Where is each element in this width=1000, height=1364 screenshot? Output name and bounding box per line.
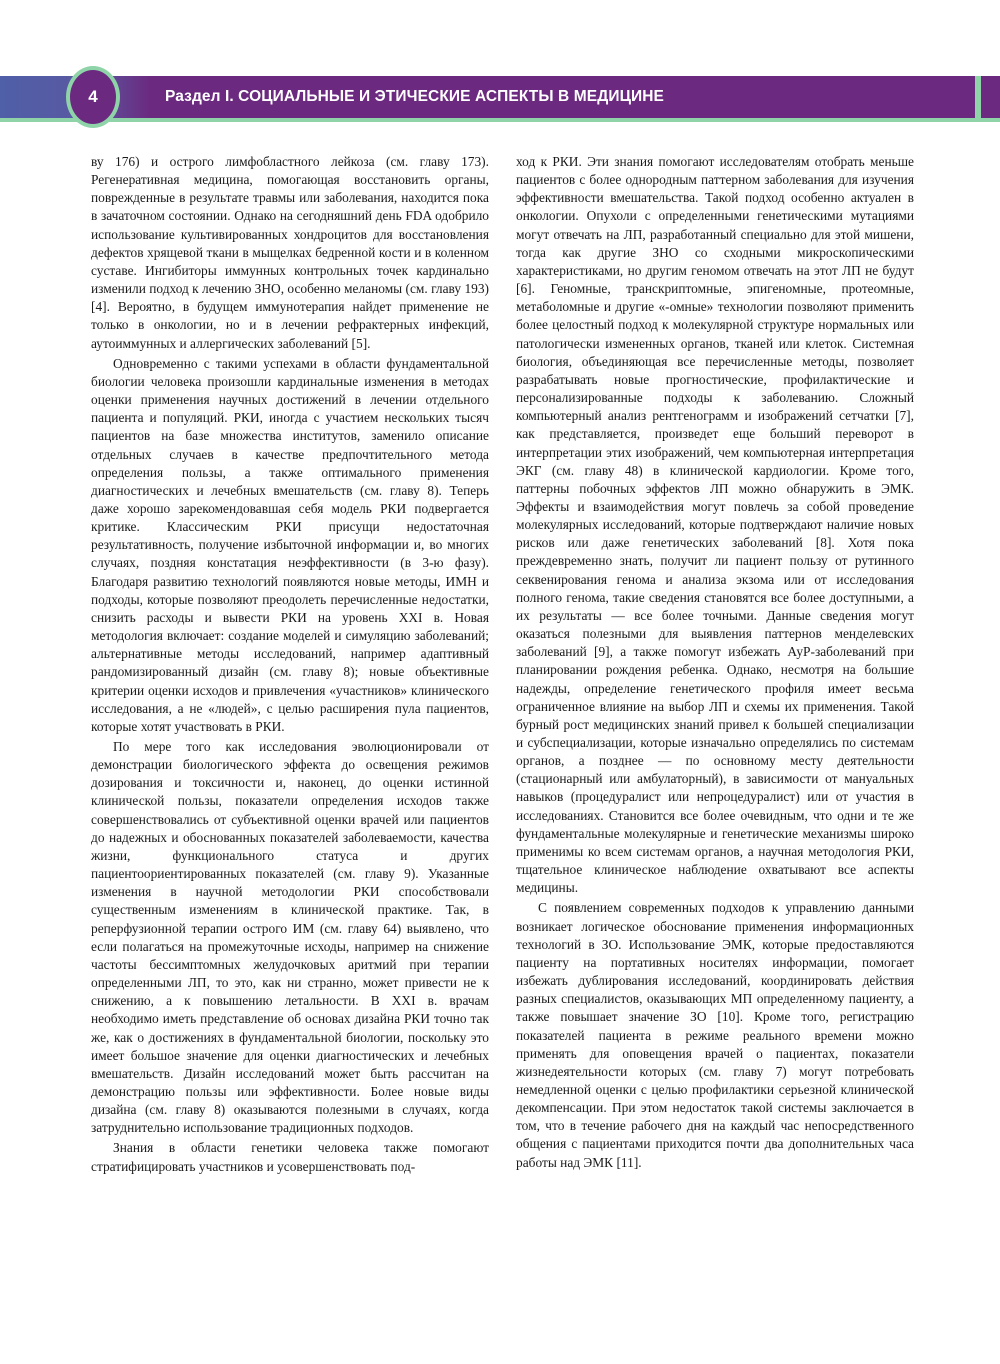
header-underline <box>0 118 1000 122</box>
paragraph: По мере того как исследования эволюционировали от демонстрации биологического эффекта до освещения режимов дозирования и токсичности и, наконец, до оценки истинной клинической пользы, показатели определения исходов также совершенствовались от субъективной оценки врачей или пациентов до надежных и обоснованных показателей заболеваемости, качества жизни, функционального статуса и других пациентоориентированных показателей (см. главу 9). Указанные изменения в научной методологии РКИ способствовали существенным изменениям в клинической практике. Так, в реперфузионной терапии острого ИМ (см. главу 64) выявлено, что если полагаться на промежуточные исходы, например на снижение частоты бессимптомных желудочковых аритмий при терапии определенными ЛП, то это, как ни странно, может привести не к снижению, а к повышению летальности. В XXI в. врачам необходимо иметь представление об основах дизайна РКИ точно так же, как о достижениях в фундаментальной биологии, поскольку это имеет большое значение для оценки диагностических и лечебных вмешательств. Дизайн исследований может быть рассчитан на демонстрацию пользы или эффективности. Более новые виды дизайна (см. главу 8) оказываются полезными в случаях, когда затруднительно использование традиционных подходов. <box>91 739 489 1136</box>
right-column <box>516 153 914 1172</box>
paragraph: ву 176) и острого лимфобластного лейкоза (см. главу 173). Регенеративная медицина, помогающая восстановить органы, поврежденные в результате травмы или заболевания, находится пока в зачаточном состоянии. Однако на сегодняшний день FDA одобрило использование культивированных хондроцитов для восстановления дефектов хрящевой ткани в мыщелках бедренной кости и в коленном суставе. Ингибиторы иммунных контрольных точек кардинально изменили подход к лечению ЗНО, особенно меланомы (см. главу 193) [4]. Вероятно, в будущем иммунотерапия найдет применение не только в онкологии, но и в лечении рефрактерных инфекций, аутоиммунных и аллергических заболеваний [5]. <box>91 154 489 351</box>
section-title: Раздел I. СОЦИАЛЬНЫЕ И ЭТИЧЕСКИЕ АСПЕКТЫ В МЕДИЦИНЕ <box>165 88 664 105</box>
paragraph: Знания в области генетики человека также помогают стратифицировать участников и усовершенствовать под- <box>91 1140 489 1174</box>
page-number: 4 <box>88 87 98 106</box>
paragraph: Одновременно с такими успехами в области фундаментальной биологии человека произошли кардинальные изменения в методах оценки применения научных достижений в лечении отдельного пациента и популяций. РКИ, иногда с участием нескольких тысяч пациентов на базе множества институтов, заменило описание отдельных случаев в качестве предпочтительного метода определения пользы, а также оптимального применения диагностических и лечебных вмешательств (см. главу 8). Теперь даже хорошо зарекомендовавшая себя модель РКИ подвергается критике. Классическим РКИ присущи недостаточная результативность, получение избыточной информации и, во многих случаях, поздняя констатация неэффективности (в 3-ю фазу). Благодаря развитию технологий появляются новые методы, ИМН и подходы, которые позволяют преодолеть перечисленные недостатки, снизить расходы и вывести РКИ на уровень XXI в. Новая методология включает: создание моделей и симуляцию заболеваний; альтернативные методы исследований, например адаптивный рандомизированный дизайн (см. главу 8); новые объективные критерии оценки исходов и привлечения «участников» клинического исследования, а не «людей», с целью расширения пула пациентов, которые хотят участвовать в РКИ. <box>91 355 489 734</box>
page-number-badge <box>66 66 120 128</box>
paragraph: ход к РКИ. Эти знания помогают исследователям отобрать меньше пациентов с более однородным паттерном заболевания для изучения эффективности вмешательства. Такой подход особенно актуален в онкологии. Опухоли с определенными генетическими мутациями могут отвечать на ЛП, разработанный специально для этой мишени, тогда как другие ЗНО со сходными микроскопическими характеристиками, но другим геномом отвечать на этот ЛП не будут [6]. Геномные, транскриптомные, эпигеномные, протеомные, метаболомные и другие «-омные» технологии позволяют применить более целостный подход к молекулярной структуре нормальных или патологически измененных органов, тканей или клеток. Системная биология, объединяющая все перечисленные методы, позволяет разрабатывать новые прогностические, профилактические и персонализированные подходы к заболеванию. Сложный компьютерный анализ рентгенограмм и изображений сетчатки [7], как представляется, произведет еще больший переворот в интерпретации этих изображений, чем компьютерная интерпретация ЭКГ (см. главу 48) в клинической кардиологии. Кроме того, паттерны побочных эффектов ЛП можно обнаружить в ЭМК. Эффекты и взаимодействия могут повлечь за собой проведение молекулярных исследований, которые подтверждают наличие новых рисков или даже генетических заболеваний [8]. Хотя пока преждевременно знать, получит ли пациент пользу от рутинного секвенирования генома и анализа экзома или от исследования полного генома, такие сведения становятся все более доступными, а их результаты — все более точными. Данные сведения могут оказаться полезными для выявления паттернов менделевских заболеваний [9], а также помогут избежать АуР-заболеваний при планировании рождения ребенка. Однако, несмотря на большие надежды, определение генетического профиля имеет весьма ограниченное влияние на выбор ЛП и схемы их применения. Такой бурный рост медицинских знаний привел к большей специализации и субспециализации, которые изначально определялись по системам органов, а позднее — по основному месту деятельности (стационарный или амбулаторный), в зависимости от мануальных навыков (процедуралист или непроцедуралист) или от участия в исследованиях. Становится все более очевидным, что одни и те же фундаментальные молекулярные и генетические механизмы широко применимы ко всем системам органов, а научная методология РКИ, тщательное клиническое наблюдение охватывают все аспекты медицины. <box>516 154 914 896</box>
header-edge-band <box>981 76 1000 118</box>
paragraph: С появлением современных подходов к управлению данными возникает логическое обоснование применения информационных технологий в ЗО. Использование ЭМК, которые предоставляются пациенту на портативных носителях информации, помогает избежать дублирования исследований, координировать действия разных специалистов, оказывающих МП определенному пациенту, а также повышает значение ЗО [10]. Кроме того, регистрацию показателей пациента в режиме реального времени можно применять для оповещения врачей о пациентах, показатели жизнедеятельности которых (см. главу 7) могут потребовать немедленной оценки с целью профилактики серьезной клинической декомпенсации. При этом недостаток такой системы заключается в том, что в течение рабочего дня на каждый час непосредственного общения с пациентами приходится почти два дополнительных часа работы над ЭМК [11]. <box>516 900 914 1170</box>
left-column <box>91 153 489 1176</box>
